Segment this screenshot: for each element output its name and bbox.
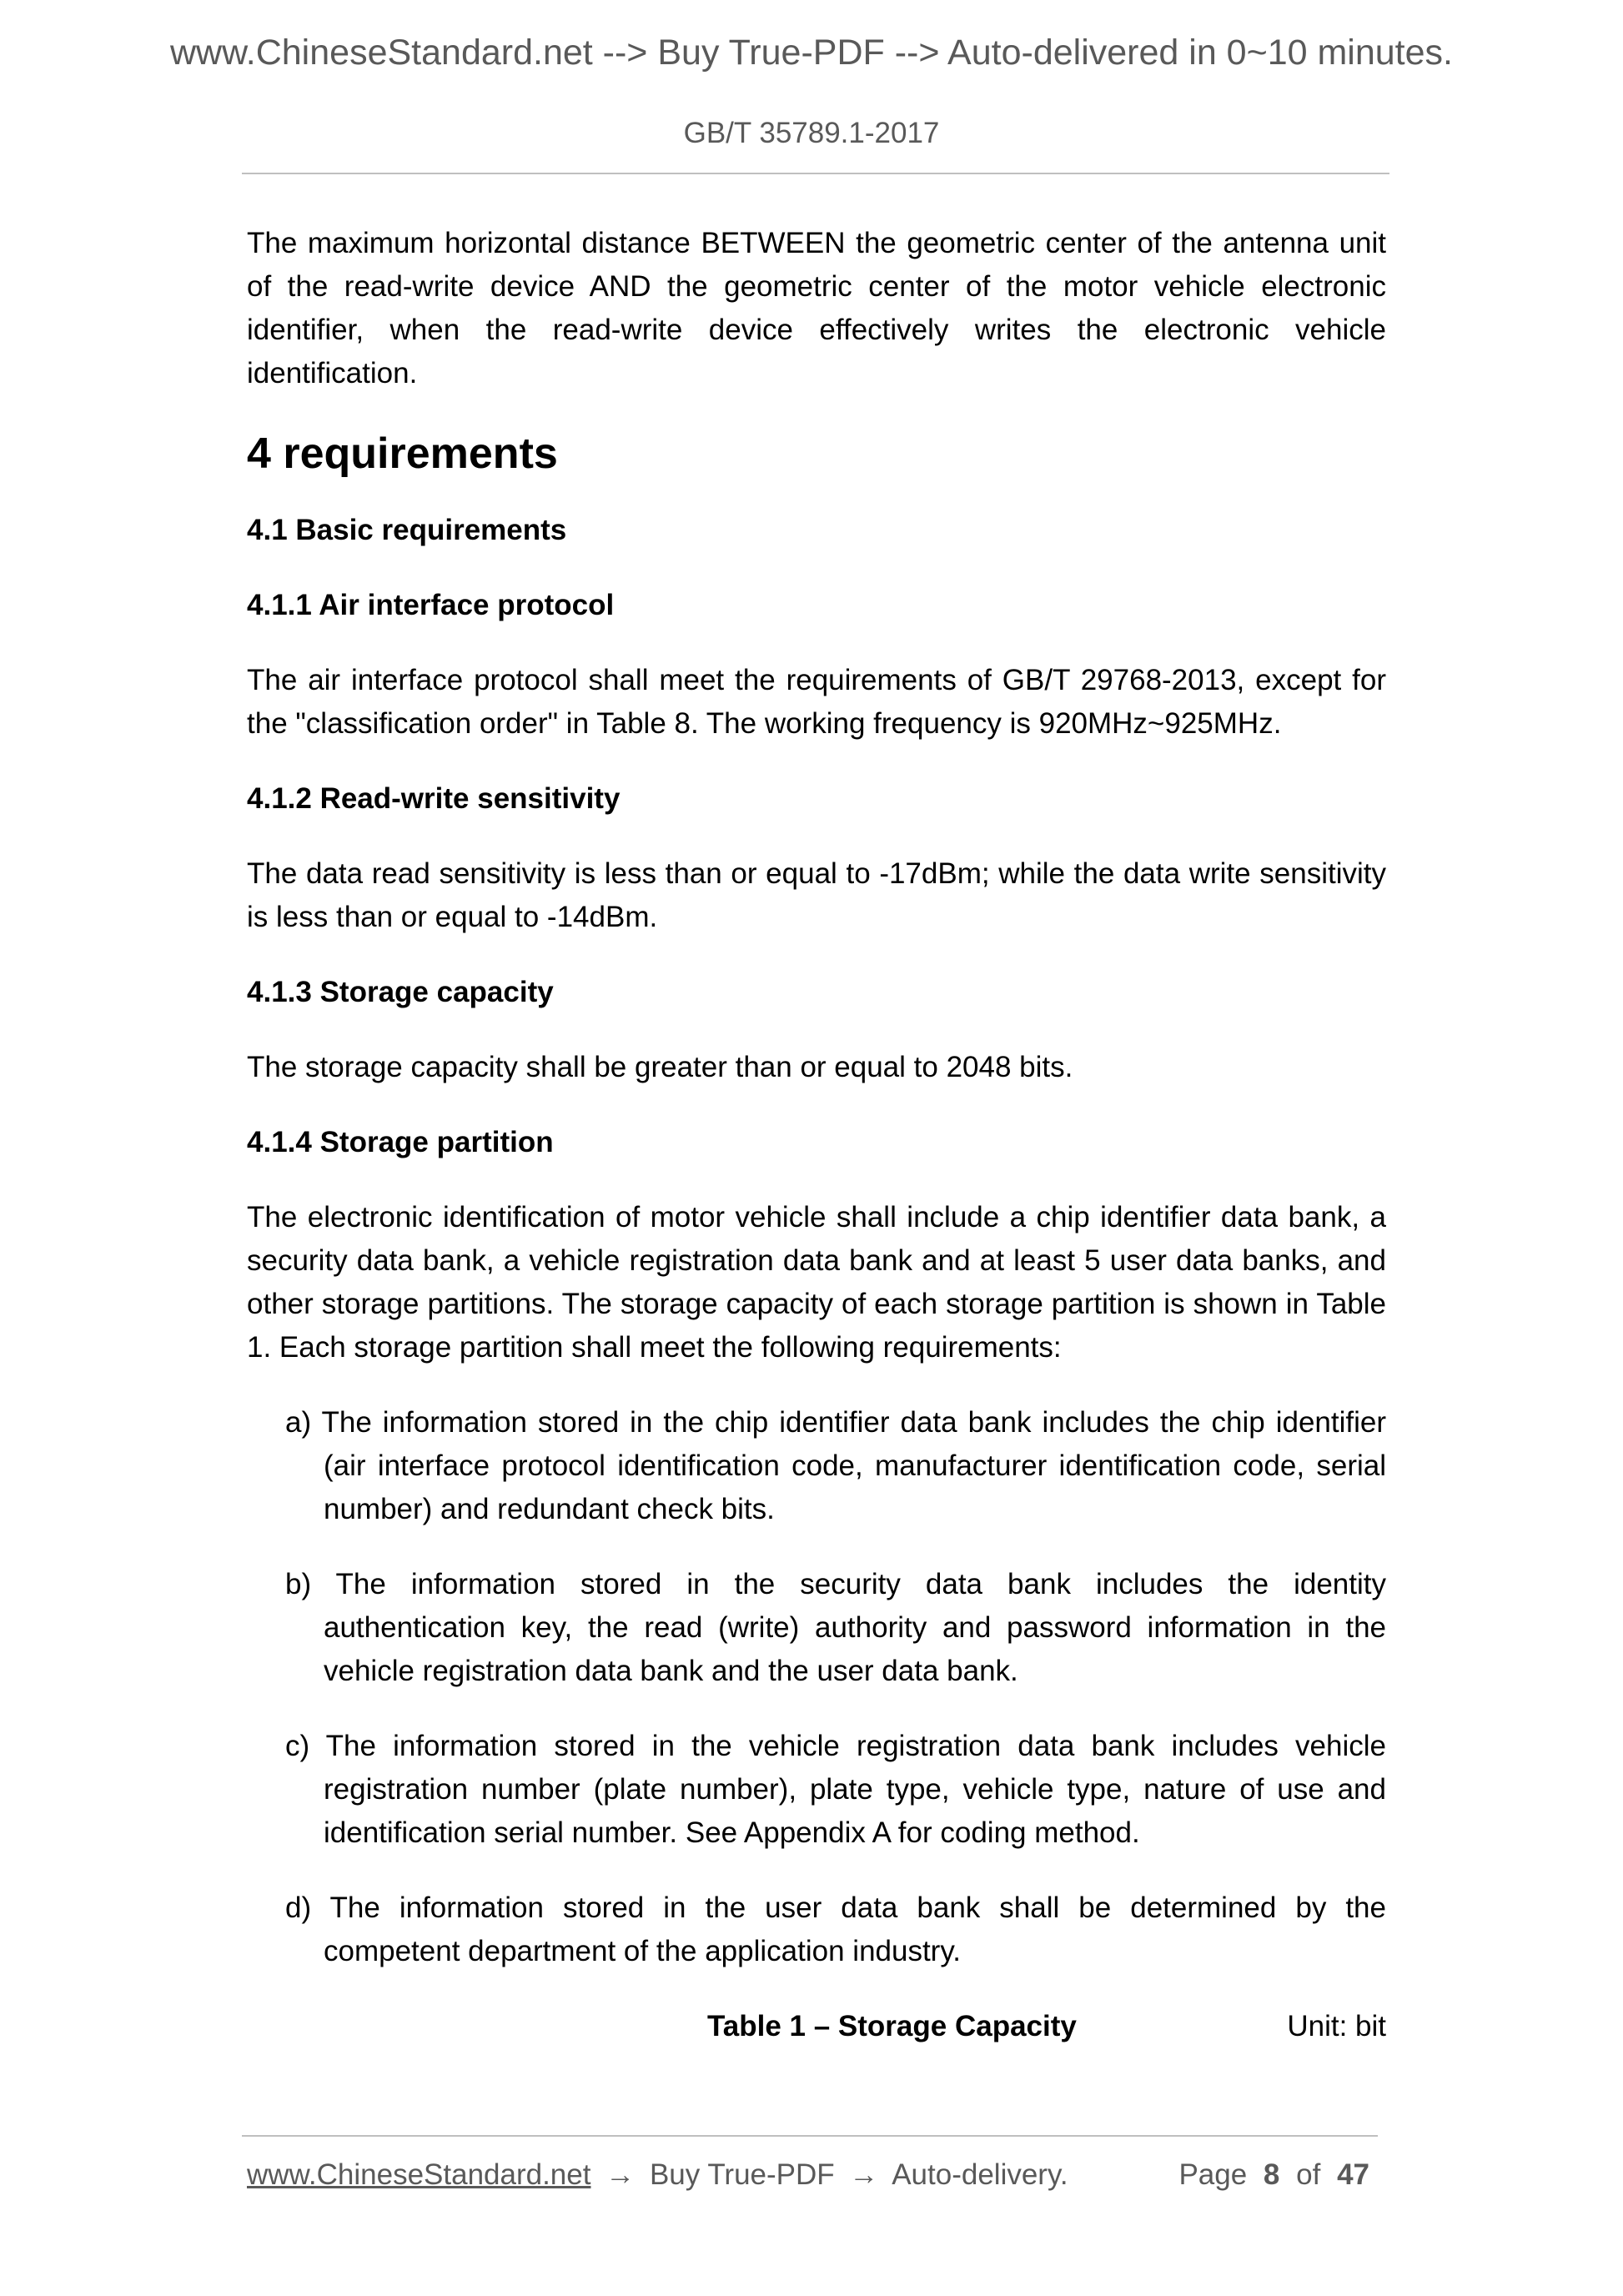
heading-4-1: 4.1 Basic requirements [247, 514, 567, 546]
table-caption: Table 1 – Storage Capacity [707, 2010, 1077, 2042]
heading-4-1-2: 4.1.2 Read-write sensitivity [247, 782, 621, 815]
page-number: 8 [1263, 2158, 1280, 2191]
footer-delivery-text: Auto-delivery. [892, 2158, 1068, 2191]
footer-buy-text: Buy True-PDF [649, 2158, 835, 2191]
of-label: of [1296, 2158, 1321, 2191]
standard-code-header: GB/T 35789.1-2017 [683, 117, 940, 149]
paragraph-4-1-4: The electronic identification of motor vehicle shall include a chip identifier data bank, a security data bank, a vehicle registration data bank and at least 5 user data banks, and other storage partitions. The storage capacity of each storage partition is shown in Table 1. Each storage partition shall meet the following requirements: [247, 1201, 1386, 1364]
footer-left [247, 2154, 1068, 2196]
footer-divider [242, 2135, 1378, 2137]
heading-4-1-1: 4.1.1 Air interface protocol [247, 589, 615, 621]
footer-site-link[interactable]: www.ChineseStandard.net [247, 2158, 591, 2191]
page-content [247, 222, 1386, 2048]
page-label: Page [1178, 2158, 1248, 2191]
intro-paragraph: The maximum horizontal distance BETWEEN the geometric center of the antenna unit of the read-write device AND the geometric center of the motor vehicle electronic identifier, when the read-write device effectively writes the electronic vehicle identification. [247, 227, 1386, 389]
list-item-b: b) The information stored in the security data bank includes the identity authentication key, the read (write) authority and password information in the vehicle registration data bank and the user data bank. [285, 1568, 1386, 1687]
list-item-a: a) The information stored in the chip identifier data bank includes the chip identifier (air interface protocol identification code, manufacturer identification code, serial number) and redundant check bits. [285, 1406, 1386, 1525]
header-divider [242, 173, 1389, 174]
arrow-right-icon: → [849, 2158, 879, 2191]
heading-4-1-3: 4.1.3 Storage capacity [247, 976, 554, 1008]
heading-4-1-4: 4.1.4 Storage partition [247, 1126, 554, 1158]
page-indicator [1178, 2154, 1378, 2196]
paragraph-4-1-2: The data read sensitivity is less than or equal to -17dBm; while the data write sensitivity is less than or equal to -14dBm. [247, 857, 1386, 933]
paragraph-4-1-1: The air interface protocol shall meet the requirements of GB/T 29768-2013, except for the "classification order" in Table 8. The working frequency is 920MHz~925MHz. [247, 664, 1386, 740]
top-banner: www.ChineseStandard.net --> Buy True-PDF --> Auto-delivered in 0~10 minutes. [169, 33, 1453, 73]
page-footer [247, 2154, 1378, 2196]
table-caption-row [247, 2005, 1386, 2048]
arrow-right-icon: → [605, 2158, 636, 2191]
total-pages: 47 [1337, 2158, 1369, 2191]
section-title: 4 requirements [247, 430, 558, 478]
table-unit: Unit: bit [1287, 2010, 1386, 2042]
paragraph-4-1-3: The storage capacity shall be greater than or equal to 2048 bits. [247, 1051, 1073, 1083]
list-item-d: d) The information stored in the user data bank shall be determined by the competent department of the application industry. [285, 1892, 1386, 1967]
list-item-c: c) The information stored in the vehicle registration data bank includes vehicle registration number (plate number), plate type, vehicle type, nature of use and identification serial number. See Appendix A for coding method. [285, 1730, 1386, 1849]
